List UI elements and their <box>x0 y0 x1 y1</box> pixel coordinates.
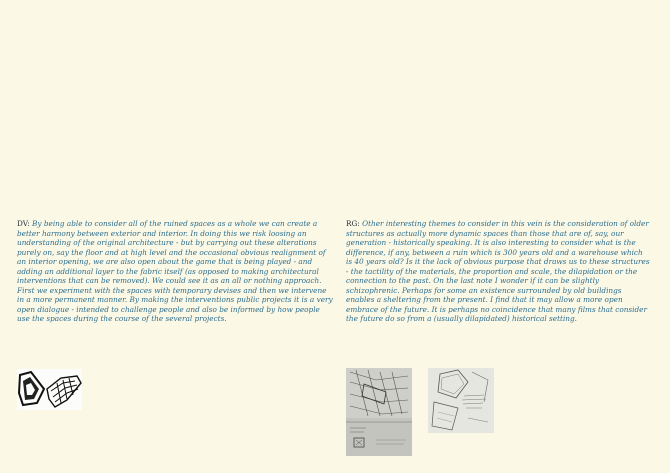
dv-paragraph <box>17 219 333 324</box>
perspective-pencil-sketch <box>428 368 494 433</box>
dv-paragraph-text: By being able to consider all of the ruined spaces as a whole we can create a better harmony between exterior and interior. In doing this we risk loosing an understanding of the original architecture - but by carrying out these alterations purely on, say the floor and at high level and the occasional obvious realignment of an interior opening, we are also open about the game that is being played - and adding an additional layer to the fabric itself (as opposed to making architectural interventions that can be removed). We could see it as an all or nothing approach. First we experiment with the spaces with temporary devises and then we intervene in a more permanent manner. By making the interventions public projects it is a very open dialogue - intended to challenge people and also be informed by how people use the spaces during the course of the several projects. <box>17 219 333 324</box>
rg-paragraph <box>346 219 650 324</box>
notebook-grid-sketch <box>346 368 412 456</box>
rg-paragraph-text: Other interesting themes to consider in this vein is the consideration of older structures as actually more dynamic spaces than those that are of, say, our generation - historically speaking. It is also interesting to consider what is the difference, if any, between a ruin which is 300 years old and a warehouse which is 40 years old? Is it the lack of obvious purpose that draws us to these structures - the tactility of the materials, the proportion and scale, the dilapidation or the connection to the past. On the last note I wonder if it can be slightly schizophrenic. Perhaps for some an existence surrounded by old buildings enables a sheltering from the present. I find that it may allow a more open embrace of the future. It is perhaps no coincidence that many films that consider the future do so from a (usually dilapidated) historical setting. <box>346 219 650 324</box>
dv-speaker-label: DV: <box>17 219 33 228</box>
rg-speaker-label: RG: <box>346 219 363 228</box>
folded-form-sketch <box>17 369 82 410</box>
